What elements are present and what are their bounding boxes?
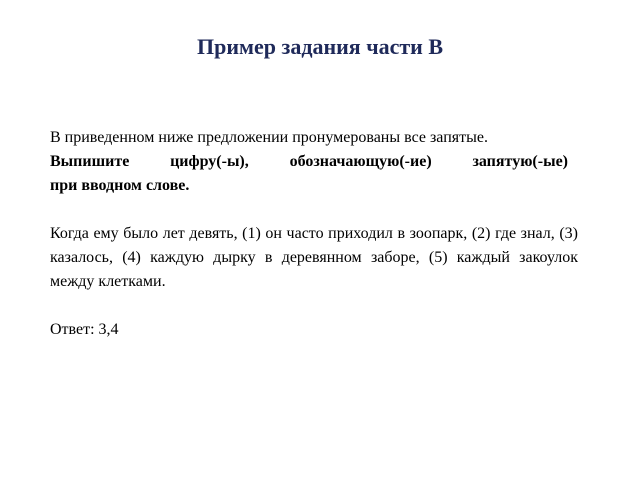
answer-text: Ответ: 3,4 (50, 321, 119, 338)
instruction-intro: В приведенном ниже предложении пронумерованы все запятые. (50, 129, 488, 146)
passage-text: Когда ему было лет девять, (1) он часто приходил в зоопарк, (2) где знал, (3) казалось, (4) каждую дырку в деревянном заборе, (5) каждый закоулок между клетками. (50, 225, 578, 290)
instruction-task-line-2: при вводном слове. (50, 177, 190, 194)
spacer (50, 294, 578, 318)
slide-title: Пример задания части В (196, 34, 444, 59)
spacer (50, 198, 578, 222)
instruction-task-line-1: Выпишите цифру(-ы), обозначающую(-ие) запятую(-ые) (50, 153, 568, 170)
slide-body (50, 126, 578, 342)
instruction-task (50, 150, 578, 198)
